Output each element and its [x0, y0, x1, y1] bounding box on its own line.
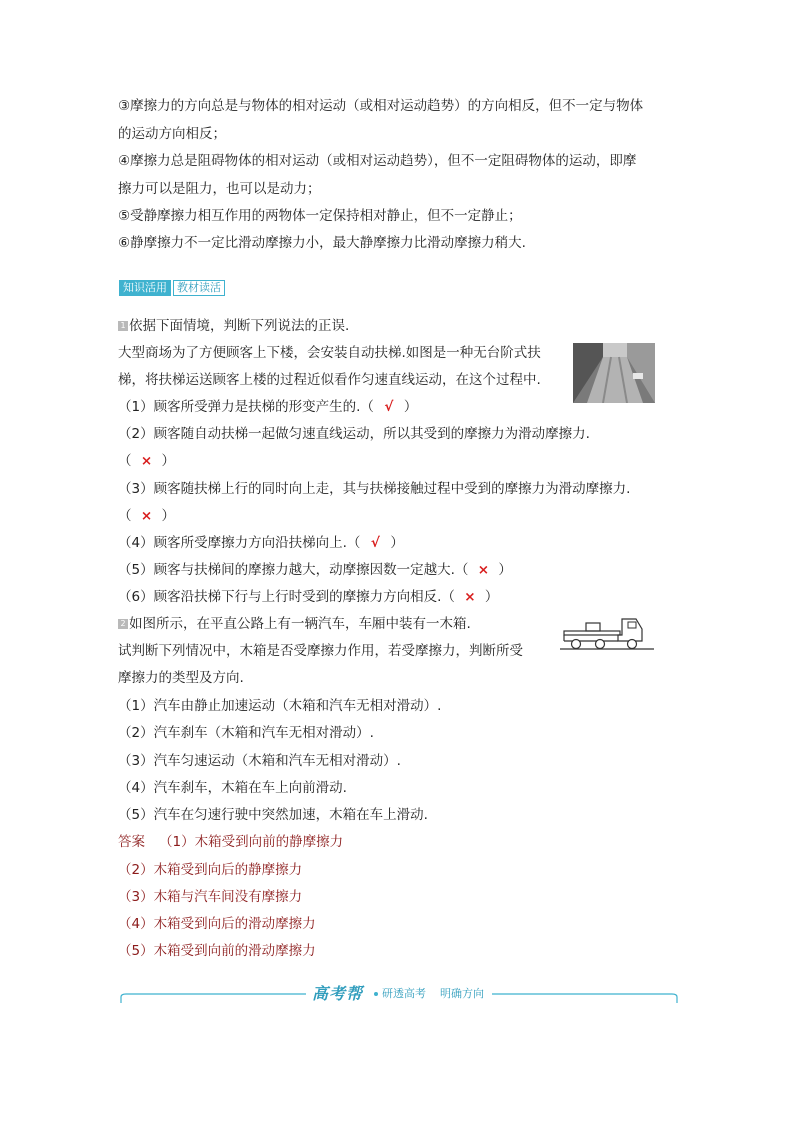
answer-line-1: [118, 832, 343, 852]
rule-3-line-2: 的运动方向相反；: [118, 126, 226, 142]
rule-4-line-2: 擦力可以是阻力，也可以是动力；: [118, 181, 321, 197]
item-close: ）: [498, 562, 512, 578]
footer-slogan-1: 研透高考: [382, 987, 426, 1000]
footer-slogan-2: 明确方向: [440, 987, 484, 1000]
question-1-number: 1: [118, 321, 128, 331]
tag-knowledge-apply: 知识活用: [119, 280, 171, 296]
question-2-intro-2: 摩擦力的类型及方向.: [118, 670, 244, 686]
cross-mark: ×: [140, 508, 153, 524]
item-close: ）: [390, 535, 404, 551]
question-1-item-2-answer: [118, 451, 175, 471]
item-text: （1）顾客所受弹力是扶梯的形变产生的.（: [118, 399, 374, 415]
answer-line-5: （5）木箱受到向前的滑动摩擦力: [118, 943, 316, 959]
question-2-title-text: 如图所示，在平直公路上有一辆汽车，车厢中装有一木箱.: [129, 616, 471, 632]
rule-3-line-1: ③摩擦力的方向总是与物体的相对运动（或相对运动趋势）的方向相反，但不一定与物体: [118, 98, 644, 114]
question-2-item-3: （3）汽车匀速运动（木箱和汽车无相对滑动）.: [118, 753, 401, 769]
item-text: （6）顾客沿扶梯下行与上行时受到的摩擦力方向相反.（: [118, 589, 455, 605]
item-close: ）: [403, 399, 418, 415]
question-1-item-2: （2）顾客随自动扶梯一起做匀速直线运动，所以其受到的摩擦力为滑动摩擦力.: [118, 426, 590, 442]
question-1-item-6: [118, 587, 498, 607]
answer-label: 答案: [118, 834, 145, 850]
tag-textbook-read: 教材读活: [173, 280, 225, 296]
question-1-title-text: 依据下面情境，判断下列说法的正误.: [129, 318, 350, 334]
question-2-item-5: （5）汽车在匀速行驶中突然加速，木箱在车上滑动.: [118, 807, 428, 823]
cross-mark: ×: [464, 589, 476, 605]
answer-line-3: （3）木箱与汽车间没有摩擦力: [118, 889, 303, 905]
question-2-intro-1: 试判断下列情况中，木箱是否受摩擦力作用，若受摩擦力，判断所受: [118, 643, 523, 659]
answer-line-4: （4）木箱受到向后的滑动摩擦力: [118, 916, 316, 932]
footer-dot: [374, 992, 378, 996]
question-1-intro-1: 大型商场为了方便顾客上下楼，会安装自动扶梯.如图是一种无台阶式扶: [118, 345, 541, 361]
check-mark: √: [370, 535, 380, 551]
section-tags: [119, 280, 225, 296]
question-2-item-1: （1）汽车由静止加速运动（木箱和汽车无相对滑动）.: [118, 698, 442, 714]
cross-mark: ×: [140, 453, 153, 469]
truck-diagram: [560, 614, 654, 654]
question-1-item-3-answer: [118, 506, 175, 526]
item-text: （: [118, 453, 132, 469]
cross-mark: ×: [477, 562, 490, 578]
question-1-item-1: [118, 397, 417, 417]
question-2-title: [118, 614, 471, 634]
check-mark: √: [384, 399, 394, 415]
question-1-item-4: [118, 533, 404, 553]
item-text: （: [118, 508, 132, 524]
rule-4-line-1: ④摩擦力总是阻碍物体的相对运动（或相对运动趋势），但不一定阻碍物体的运动，即摩: [118, 153, 637, 169]
question-2-item-4: （4）汽车刹车，木箱在车上向前滑动.: [118, 780, 347, 796]
item-close: ）: [161, 453, 175, 469]
question-1-item-5: [118, 560, 512, 580]
question-1-item-3: （3）顾客随扶梯上行的同时向上走，其与扶梯接触过程中受到的摩擦力为滑动摩擦力.: [118, 481, 631, 497]
question-2-item-2: （2）汽车刹车（木箱和汽车无相对滑动）.: [118, 725, 374, 741]
item-close: ）: [161, 508, 175, 524]
rule-6: ⑥静摩擦力不一定比滑动摩擦力小，最大静摩擦力比滑动摩擦力稍大.: [118, 235, 526, 251]
question-2-number: 2: [118, 619, 128, 629]
footer-brand: 高考帮: [312, 984, 364, 1003]
answer-line-2: （2）木箱受到向后的静摩擦力: [118, 862, 303, 878]
question-1-intro-2: 梯，将扶梯运送顾客上楼的过程近似看作匀速直线运动，在这个过程中.: [118, 372, 541, 388]
item-text: （4）顾客所受摩擦力方向沿扶梯向上.（: [118, 535, 361, 551]
item-close: ）: [484, 589, 499, 605]
rule-5: ⑤受静摩擦力相互作用的两物体一定保持相对静止，但不一定静止；: [118, 208, 522, 224]
question-1-title: [118, 316, 349, 336]
answer-text: （1）木箱受到向前的静摩擦力: [159, 834, 344, 850]
item-text: （5）顾客与扶梯间的摩擦力越大，动摩擦因数一定越大.（: [118, 562, 469, 578]
footer-banner: [120, 983, 678, 1005]
escalator-photo: [573, 343, 655, 403]
